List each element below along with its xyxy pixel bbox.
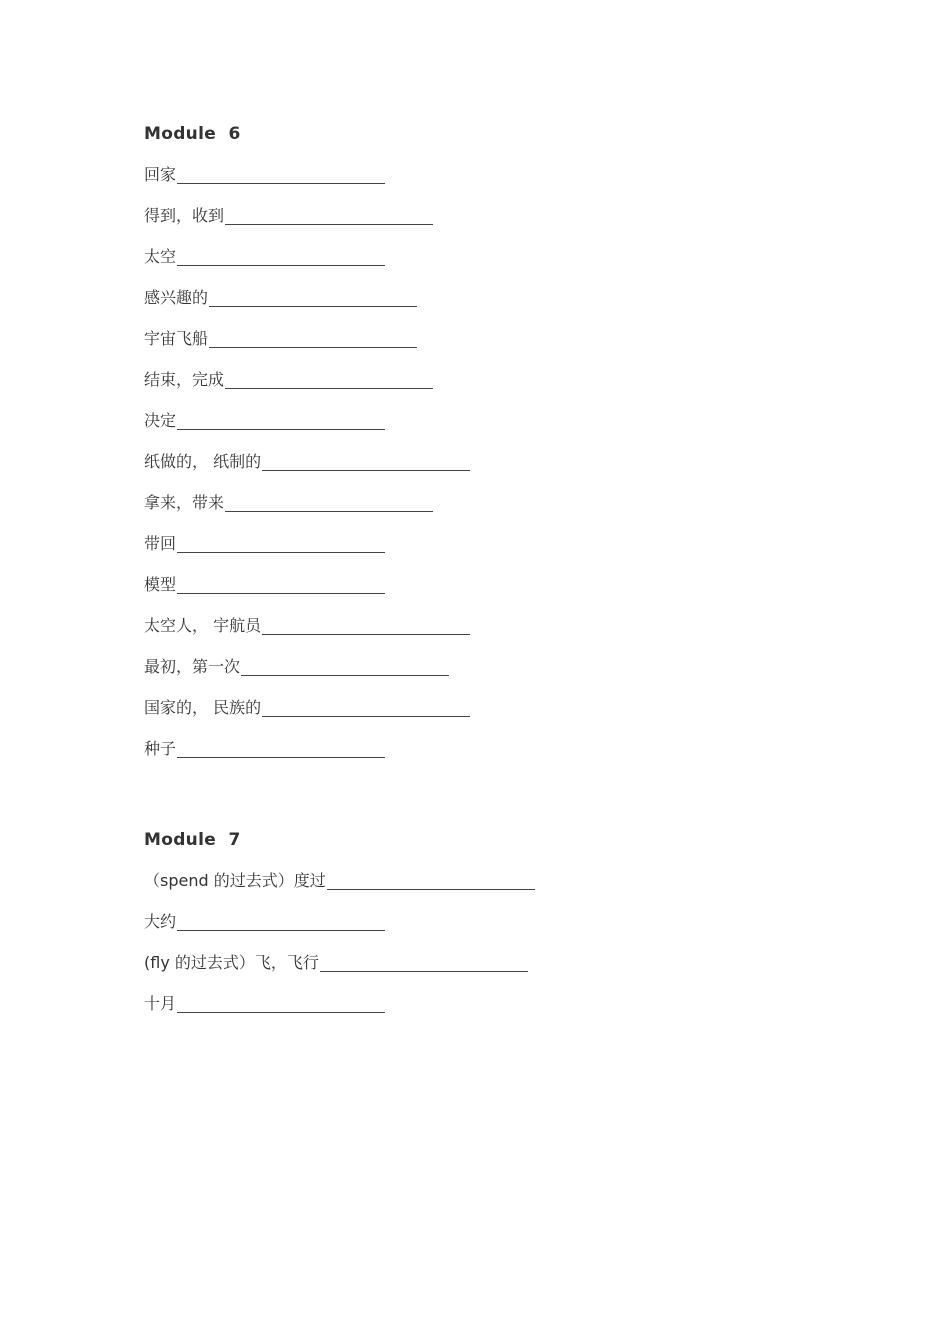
vocab-prompt: 太空人， 宇航员 [144,616,262,635]
vocab-item [144,492,470,533]
vocab-item [144,738,470,779]
vocab-item [144,533,470,574]
answer-blank[interactable] [209,328,417,348]
vocab-item [144,287,470,328]
vocab-item [144,615,470,656]
vocab-item [144,952,535,993]
answer-blank[interactable] [320,952,528,972]
vocab-item [144,328,470,369]
answer-blank[interactable] [225,492,433,512]
vocab-item [144,410,470,451]
vocab-prompt: 十月 [144,994,177,1013]
vocab-item [144,246,470,287]
vocab-item [144,369,470,410]
answer-blank[interactable] [177,993,385,1013]
vocab-item [144,870,535,911]
answer-blank[interactable] [209,287,417,307]
vocab-item [144,574,470,615]
vocab-prompt: 带回 [144,534,177,553]
module-6-section [144,123,470,779]
answer-blank[interactable] [262,451,470,471]
answer-blank[interactable] [177,410,385,430]
vocab-prompt: 模型 [144,575,177,594]
answer-blank[interactable] [241,656,449,676]
module-7-section [144,829,535,1034]
module-7-heading: Module 7 [144,830,241,850]
answer-blank[interactable] [262,615,470,635]
vocab-item [144,911,535,952]
answer-blank[interactable] [225,369,433,389]
answer-blank[interactable] [225,205,433,225]
answer-blank[interactable] [177,164,385,184]
vocab-item [144,205,470,246]
answer-blank[interactable] [177,911,385,931]
vocab-prompt: 拿来，带来 [144,493,225,512]
answer-blank[interactable] [177,574,385,594]
vocab-prompt: 决定 [144,411,177,430]
vocab-item [144,697,470,738]
vocab-prompt: 种子 [144,739,177,758]
vocab-prompt: 宇宙飞船 [144,329,209,348]
answer-blank[interactable] [177,738,385,758]
vocab-prompt: （spend 的过去式）度过 [144,871,326,890]
vocab-item [144,656,470,697]
vocab-prompt: 纸做的， 纸制的 [144,452,262,471]
answer-blank[interactable] [262,697,470,717]
vocab-prompt: (fly 的过去式）飞，飞行 [144,953,319,972]
vocab-prompt: 最初，第一次 [144,657,241,676]
answer-blank[interactable] [177,246,385,266]
vocab-item [144,164,470,205]
vocab-prompt: 大约 [144,912,177,931]
vocab-item [144,993,535,1034]
module-6-heading: Module 6 [144,124,241,144]
vocab-prompt: 回家 [144,165,177,184]
answer-blank[interactable] [177,533,385,553]
vocab-prompt: 国家的， 民族的 [144,698,262,717]
vocab-prompt: 结束，完成 [144,370,225,389]
answer-blank[interactable] [327,870,535,890]
vocab-item [144,451,470,492]
vocab-prompt: 得到，收到 [144,206,225,225]
vocab-prompt: 感兴趣的 [144,288,209,307]
vocab-prompt: 太空 [144,247,177,266]
